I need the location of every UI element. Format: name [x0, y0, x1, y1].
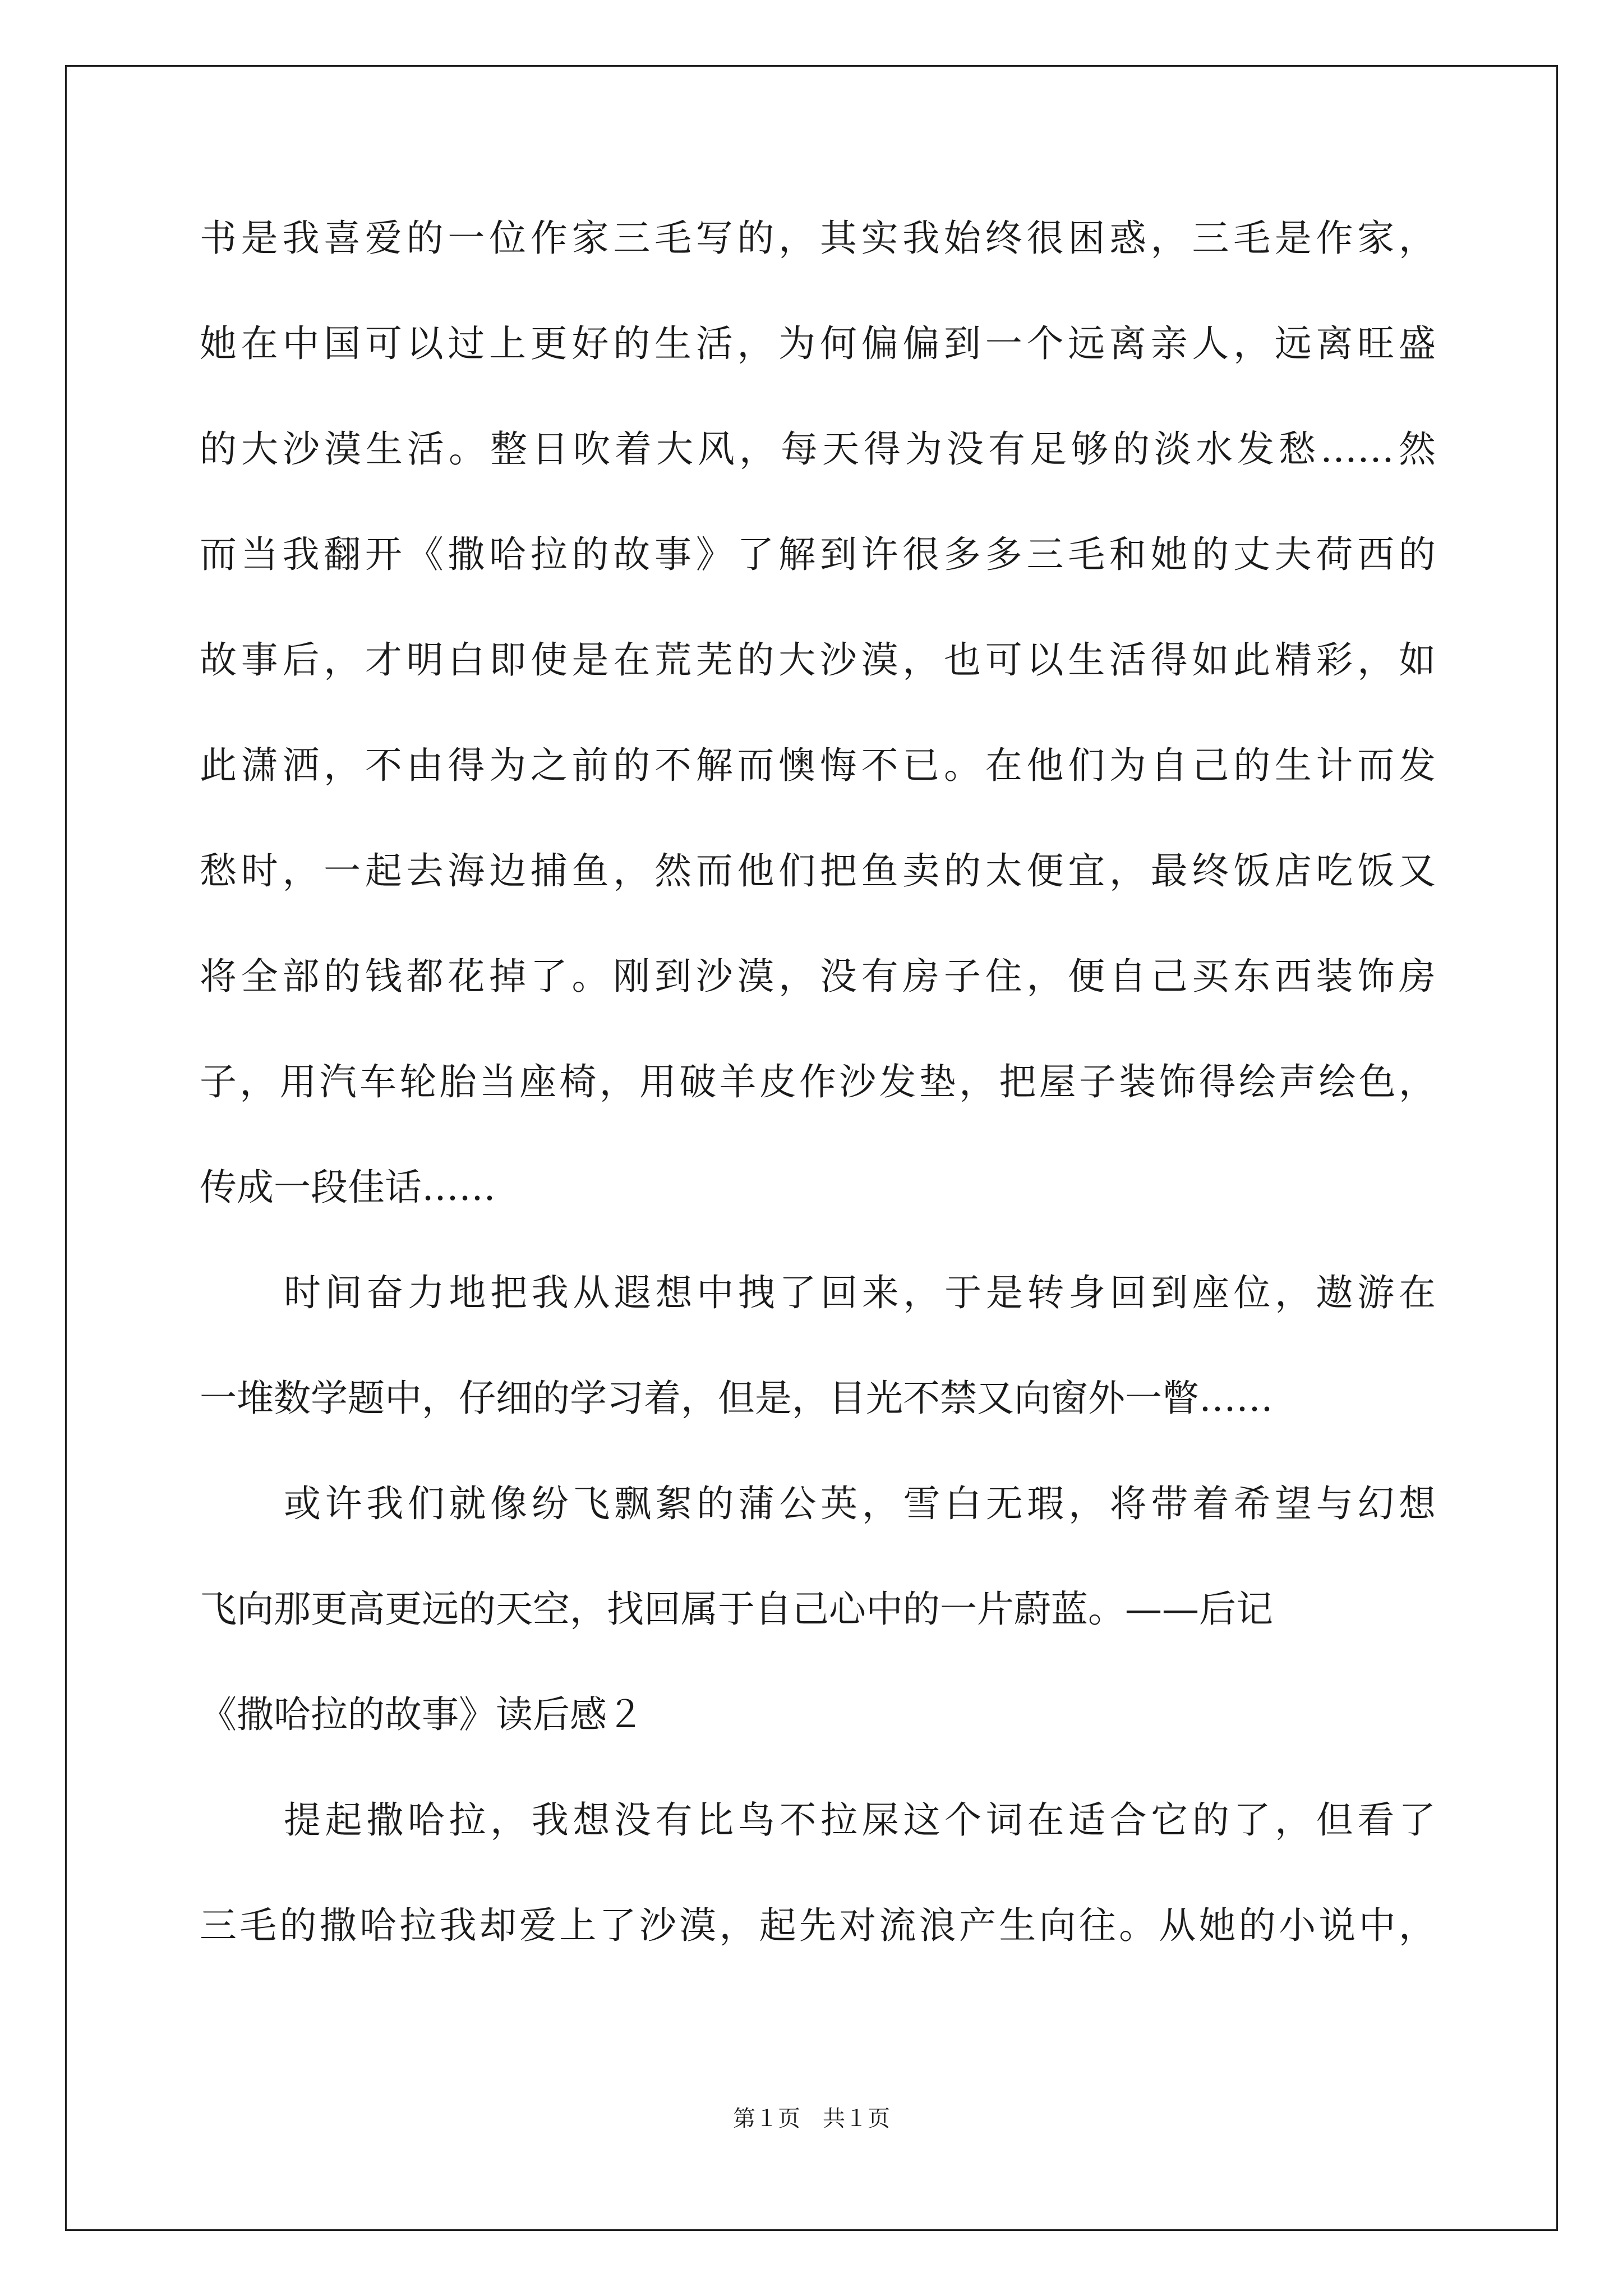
text-line: 故事后，才明白即使是在荒芜的大沙漠，也可以生活得如此精彩，如: [200, 638, 1436, 682]
text-line: 将全部的钱都花掉了。刚到沙漠，没有房子住，便自己买东西装饰房: [200, 955, 1436, 998]
text-line: 而当我翻开《撒哈拉的故事》了解到许很多多三毛和她的丈夫荷西的: [200, 533, 1436, 576]
paragraph-first-line: 时间奋力地把我从遐想中拽了回来，于是转身回到座位，遨游在: [284, 1271, 1436, 1314]
text-line: 书是我喜爱的一位作家三毛写的，其实我始终很困惑，三毛是作家，: [200, 217, 1436, 260]
paragraph-first-line: 提起撒哈拉，我想没有比鸟不拉屎这个词在适合它的了，但看了: [284, 1798, 1436, 1842]
text-line: 三毛的撒哈拉我却爱上了沙漠，起先对流浪产生向往。从她的小说中，: [200, 1904, 1436, 1947]
text-line: 她在中国可以过上更好的生活，为何偏偏到一个远离亲人，远离旺盛: [200, 322, 1436, 365]
text-line: 传成一段佳话……: [200, 1166, 496, 1209]
paragraph-first-line: 或许我们就像纷飞飘絮的蒲公英，雪白无瑕，将带着希望与幻想: [284, 1482, 1436, 1525]
text-line: 飞向那更高更远的天空，找回属于自己心中的一片蔚蓝。——后记: [200, 1588, 1273, 1631]
text-line: 子，用汽车轮胎当座椅，用破羊皮作沙发垫，把屋子装饰得绘声绘色，: [200, 1060, 1436, 1103]
text-line: 一堆数学题中，仔细的学习着，但是，目光不禁又向窗外一瞥……: [200, 1377, 1273, 1420]
text-line: 愁时，一起去海边捕鱼，然而他们把鱼卖的太便宜，最终饭店吃饭又: [200, 849, 1436, 892]
text-line: 此潇洒，不由得为之前的不解而懊悔不已。在他们为自己的生计而发: [200, 744, 1436, 787]
page-footer: 第１页 共１页: [733, 2106, 890, 2132]
section-heading: 《撒哈拉的故事》读后感２: [200, 1693, 644, 1736]
text-line: 的大沙漠生活。整日吹着大风，每天得为没有足够的淡水发愁……然: [200, 427, 1436, 471]
